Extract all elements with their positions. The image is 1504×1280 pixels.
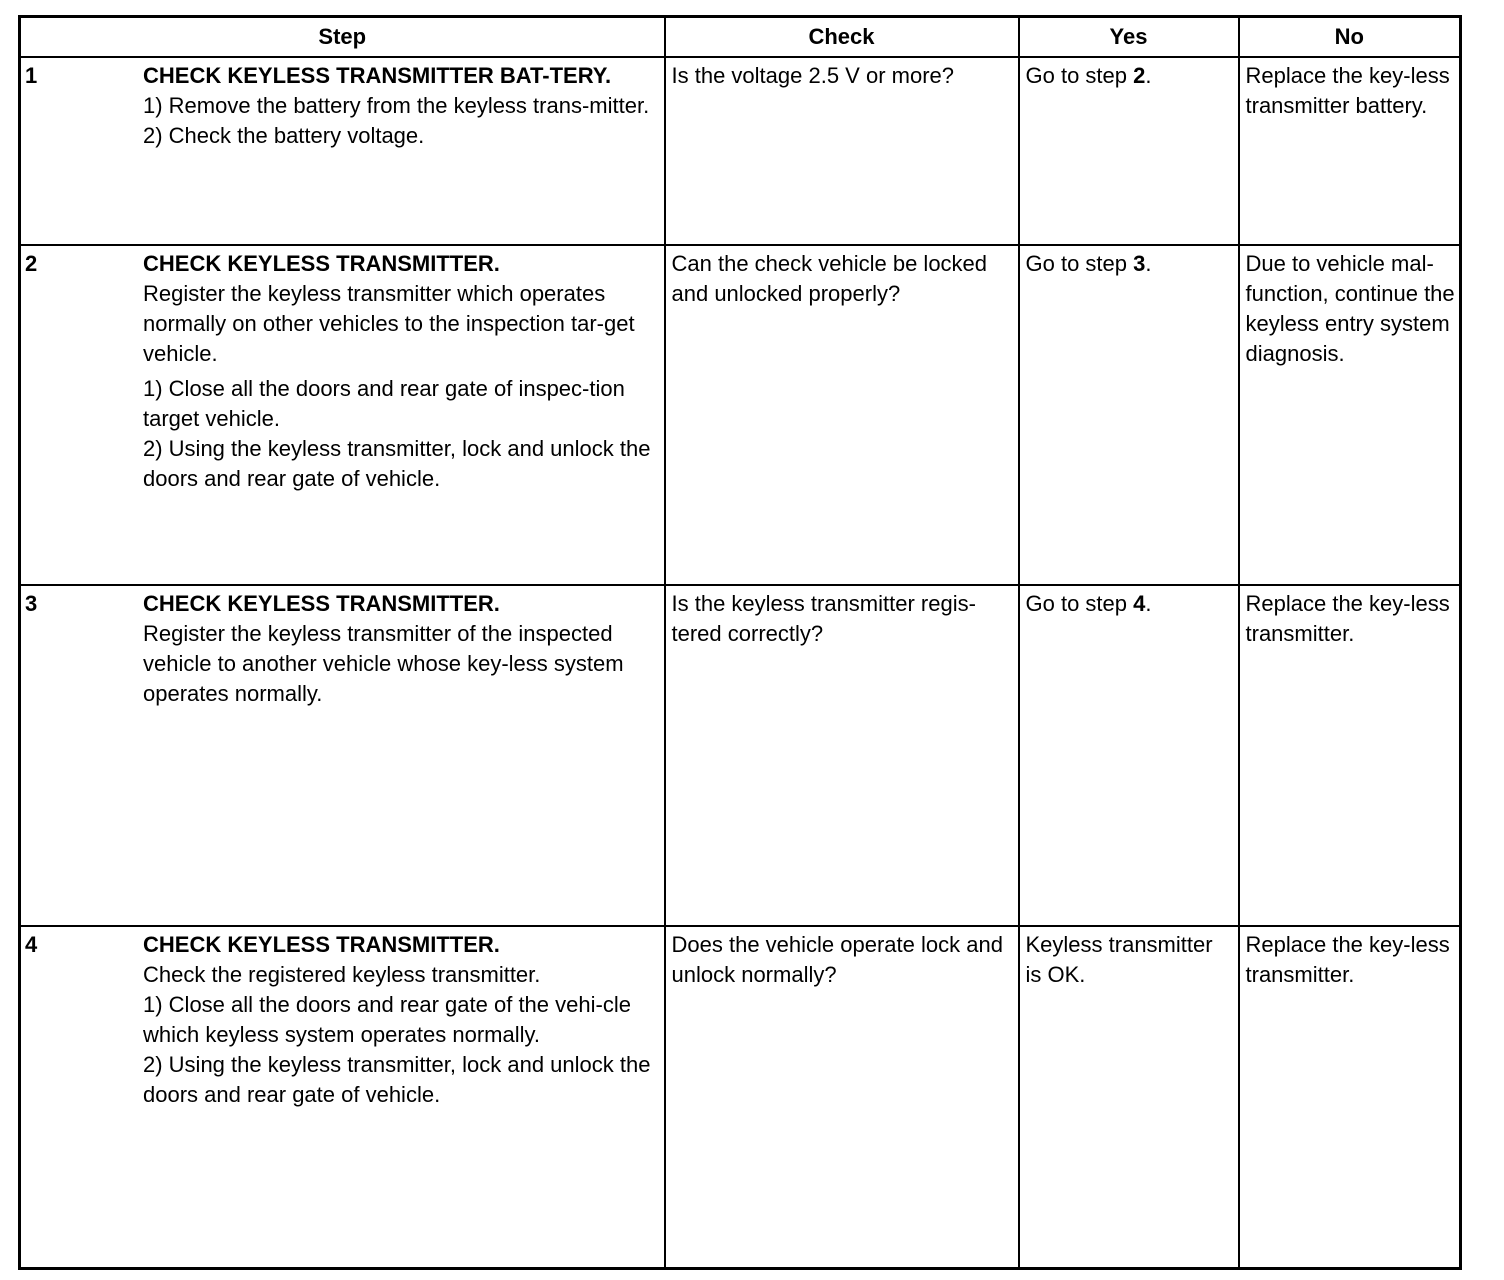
step-substep: 1) Remove the battery from the keyless trans-mitter. — [143, 93, 650, 118]
yes-cell — [1019, 585, 1239, 926]
header-no: No — [1239, 17, 1461, 58]
step-title: CHECK KEYLESS TRANSMITTER. — [143, 591, 500, 616]
check-question: Is the keyless transmitter regis-tered correctly? — [671, 591, 976, 646]
yes-cell — [1019, 926, 1239, 1269]
step-cell — [20, 585, 665, 926]
yes-prefix: Go to step — [1025, 591, 1134, 616]
step-substep: 2) Using the keyless transmitter, lock and unlock the doors and rear gate of vehicle. — [143, 436, 651, 491]
no-action: Replace the key-less transmitter. — [1245, 932, 1450, 987]
yes-step-ref: 3 — [1133, 251, 1146, 276]
no-cell — [1239, 585, 1461, 926]
step-title: CHECK KEYLESS TRANSMITTER. — [143, 932, 500, 957]
step-cell — [20, 926, 665, 1269]
no-cell — [1239, 926, 1461, 1269]
table-row — [20, 57, 1461, 245]
step-substep: 1) Close all the doors and rear gate of the vehi-cle which keyless system operates normally. — [143, 992, 631, 1047]
yes-prefix: Keyless transmitter is OK. — [1025, 932, 1213, 987]
yes-action — [1020, 58, 1238, 91]
step-body — [143, 586, 664, 709]
step-intro: Register the keyless transmitter of the inspected vehicle to another vehicle whose key-less system operates normally. — [143, 621, 624, 706]
check-question: Can the check vehicle be locked and unlocked properly? — [671, 251, 988, 306]
yes-cell — [1019, 57, 1239, 245]
step-cell — [20, 245, 665, 585]
table-row — [20, 926, 1461, 1269]
check-cell — [665, 585, 1019, 926]
step-cell — [20, 57, 665, 245]
check-cell — [665, 926, 1019, 1269]
yes-cell — [1019, 245, 1239, 585]
step-number: 1 — [25, 63, 38, 88]
step-body — [143, 246, 664, 494]
check-question: Is the voltage 2.5 V or more? — [671, 63, 954, 88]
yes-prefix: Go to step — [1025, 63, 1134, 88]
yes-action — [1020, 246, 1238, 279]
yes-step-ref: 2 — [1133, 63, 1146, 88]
no-cell — [1239, 245, 1461, 585]
yes-suffix: . — [1145, 591, 1152, 616]
step-title: CHECK KEYLESS TRANSMITTER. — [143, 251, 500, 276]
step-substep: 2) Check the battery voltage. — [143, 123, 425, 148]
step-number: 4 — [25, 932, 38, 957]
yes-step-ref: 4 — [1133, 591, 1146, 616]
yes-action — [1020, 927, 1238, 990]
check-cell — [665, 57, 1019, 245]
step-intro: Check the registered keyless transmitter. — [143, 962, 541, 987]
table-row — [20, 245, 1461, 585]
yes-prefix: Go to step — [1025, 251, 1134, 276]
header-check: Check — [665, 17, 1019, 58]
step-number: 3 — [25, 591, 38, 616]
diagnostic-table — [18, 15, 1462, 1270]
no-action: Due to vehicle mal-function, continue the keyless entry system diagnosis. — [1245, 251, 1455, 366]
step-number: 2 — [25, 251, 38, 276]
step-intro: Register the keyless transmitter which operates normally on other vehicles to the inspection tar-get vehicle. — [143, 281, 635, 366]
no-action: Replace the key-less transmitter. — [1245, 591, 1450, 646]
step-substep: 1) Close all the doors and rear gate of inspec-tion target vehicle. — [143, 376, 625, 431]
header-yes: Yes — [1019, 17, 1239, 58]
yes-suffix: . — [1145, 251, 1152, 276]
step-body — [143, 58, 664, 151]
step-substep: 2) Using the keyless transmitter, lock and unlock the doors and rear gate of vehicle. — [143, 1052, 651, 1107]
header-row — [20, 17, 1461, 58]
step-title: CHECK KEYLESS TRANSMITTER BAT-TERY. — [143, 63, 612, 88]
check-cell — [665, 245, 1019, 585]
yes-suffix: . — [1145, 63, 1152, 88]
check-question: Does the vehicle operate lock and unlock normally? — [671, 932, 1003, 987]
no-cell — [1239, 57, 1461, 245]
yes-action — [1020, 586, 1238, 619]
step-body — [143, 927, 664, 1110]
table-row — [20, 585, 1461, 926]
header-step: Step — [20, 17, 665, 58]
no-action: Replace the key-less transmitter battery. — [1245, 63, 1450, 118]
